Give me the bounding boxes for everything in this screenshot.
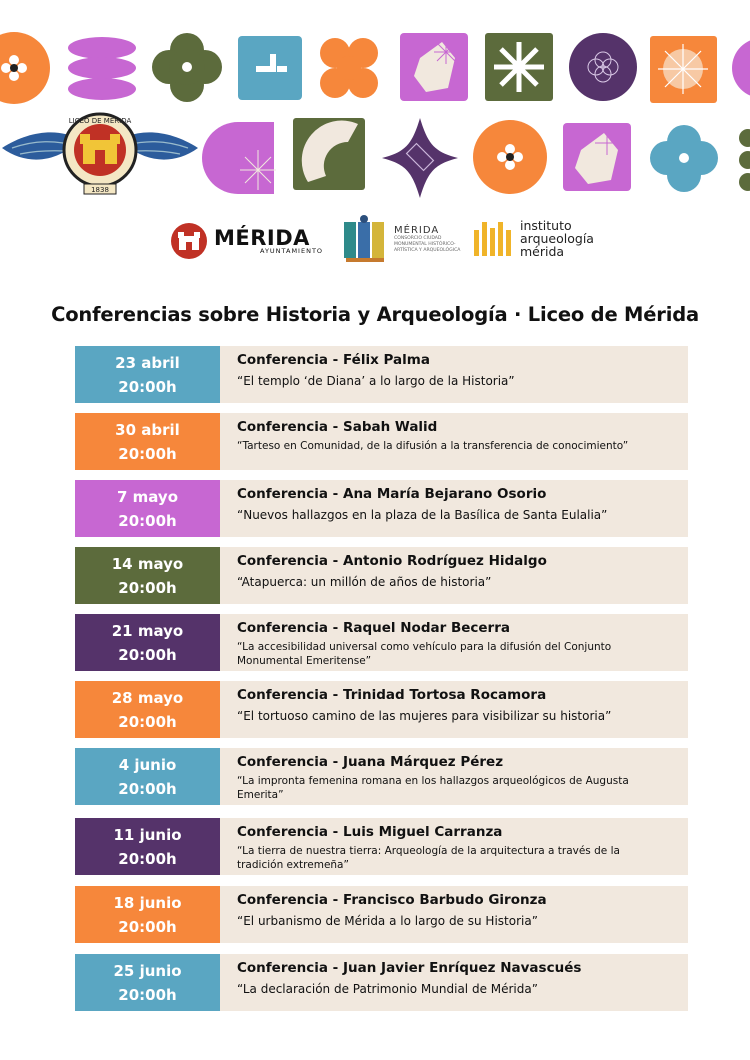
event-time: 20:00h bbox=[118, 377, 177, 396]
event-time: 20:00h bbox=[118, 712, 177, 731]
event-talk-title: “La impronta femenina romana en los hallazgos arqueológicos de Augusta Emerita” bbox=[237, 775, 629, 801]
date-box bbox=[75, 886, 220, 943]
purple-stacked-discs-icon bbox=[68, 37, 136, 100]
event-info bbox=[220, 547, 688, 604]
event-time: 20:00h bbox=[118, 849, 177, 868]
event-speaker: Conferencia - Félix Palma bbox=[237, 352, 430, 368]
violet-circle-pattern-icon bbox=[569, 33, 637, 101]
event-talk-title: “Nuevos hallazgos en la plaza de la Basílica de Santa Eulalia” bbox=[237, 508, 608, 522]
event-time: 20:00h bbox=[118, 511, 177, 530]
event-speaker: Conferencia - Trinidad Tortosa Rocamora bbox=[237, 687, 547, 703]
iam-emblem-icon bbox=[472, 218, 514, 258]
event-talk-title: “La tierra de nuestra tierra: Arqueología de la arquitectura a través de la tradición extremeña” bbox=[237, 845, 620, 871]
event-speaker: Conferencia - Sabah Walid bbox=[237, 419, 438, 435]
event-date: 21 mayo bbox=[111, 621, 184, 640]
green-square-star-icon bbox=[485, 33, 553, 101]
event-speaker: Conferencia - Luis Miguel Carranza bbox=[237, 824, 503, 840]
blue-flower-icon bbox=[650, 125, 718, 192]
conference-row bbox=[75, 346, 688, 403]
event-date: 14 mayo bbox=[111, 554, 184, 573]
event-info bbox=[220, 480, 688, 537]
orange-four-circles-icon bbox=[320, 38, 378, 98]
event-speaker: Conferencia - Raquel Nodar Becerra bbox=[237, 620, 510, 636]
event-info bbox=[220, 886, 688, 943]
event-time: 20:00h bbox=[118, 917, 177, 936]
event-info bbox=[220, 748, 688, 805]
iam-line2: arqueología bbox=[520, 230, 594, 246]
date-box bbox=[75, 614, 220, 671]
date-box bbox=[75, 954, 220, 1011]
event-info bbox=[220, 346, 688, 403]
ayuntamiento-merida-logo bbox=[170, 222, 323, 260]
liceo-year: 1838 bbox=[91, 186, 109, 194]
merida-logo-subtitle: AYUNTAMIENTO bbox=[260, 246, 324, 255]
event-talk-title: “El templo ‘de Diana’ a lo largo de la Historia” bbox=[237, 374, 515, 388]
iam-line3: mérida bbox=[520, 243, 565, 259]
consorcio-emblem-icon bbox=[342, 214, 388, 264]
event-time: 20:00h bbox=[118, 578, 177, 597]
decorative-shapes-header bbox=[0, 0, 750, 200]
instituto-arqueologia-logo bbox=[472, 218, 594, 258]
purple-circle-sun-icon bbox=[202, 122, 276, 194]
purple-hexagon-square-icon bbox=[400, 33, 468, 101]
date-box bbox=[75, 346, 220, 403]
iam-line1: instituto bbox=[520, 217, 572, 233]
event-time: 20:00h bbox=[118, 444, 177, 463]
conference-row bbox=[75, 886, 688, 943]
consorcio-logo bbox=[342, 214, 464, 264]
event-info bbox=[220, 954, 688, 1011]
merida-emblem-icon bbox=[170, 222, 208, 260]
page-title: Conferencias sobre Historia y Arqueología · Liceo de Mérida bbox=[51, 303, 699, 326]
event-info bbox=[220, 681, 688, 738]
event-date: 18 junio bbox=[113, 893, 182, 912]
blue-square-puzzle-icon bbox=[238, 36, 302, 100]
event-talk-title: “El urbanismo de Mérida a lo largo de su Historia” bbox=[237, 914, 538, 928]
orange-flower-circle-icon bbox=[0, 32, 50, 104]
event-date: 30 abril bbox=[115, 420, 180, 439]
violet-diamond-star-icon bbox=[382, 118, 458, 198]
event-info bbox=[220, 818, 688, 875]
conference-row bbox=[75, 681, 688, 738]
event-speaker: Conferencia - Francisco Barbudo Gironza bbox=[237, 892, 547, 908]
conference-row bbox=[75, 480, 688, 537]
event-date: 23 abril bbox=[115, 353, 180, 372]
event-time: 20:00h bbox=[118, 985, 177, 1004]
consorcio-subtitle: CONSORCIO CIUDAD MONUMENTAL HISTÓRICO-ARTÍSTICA Y ARQUEOLÓGICA bbox=[394, 235, 461, 253]
event-date: 7 mayo bbox=[116, 487, 179, 506]
event-speaker: Conferencia - Juana Márquez Pérez bbox=[237, 754, 504, 770]
event-talk-title: “Tarteso en Comunidad, de la difusión a la transferencia de conocimiento” bbox=[237, 440, 629, 452]
event-talk-title: “La accesibilidad universal como vehículo para la difusión del Conjunto Monumental Emeritense” bbox=[237, 641, 612, 667]
event-talk-title: “La declaración de Patrimonio Mundial de Mérida” bbox=[237, 982, 538, 996]
green-square-arc-icon bbox=[293, 118, 365, 190]
date-box bbox=[75, 748, 220, 805]
conference-row bbox=[75, 547, 688, 604]
consorcio-name: MÉRIDA bbox=[394, 224, 440, 236]
date-box bbox=[75, 681, 220, 738]
purple-hexagon-square-2-icon bbox=[563, 123, 631, 191]
date-box bbox=[75, 413, 220, 470]
event-info bbox=[220, 614, 688, 671]
date-box bbox=[75, 480, 220, 537]
orange-flower-circle-2-icon bbox=[473, 120, 547, 194]
event-date: 28 mayo bbox=[111, 688, 184, 707]
event-date: 11 junio bbox=[113, 825, 182, 844]
event-date: 25 junio bbox=[113, 961, 182, 980]
green-partial-shape-icon bbox=[739, 129, 750, 191]
event-time: 20:00h bbox=[118, 779, 177, 798]
conference-row bbox=[75, 954, 688, 1011]
event-info bbox=[220, 413, 688, 470]
liceo-ring-text: LICEO DE MÉRIDA bbox=[68, 117, 132, 125]
event-date: 4 junio bbox=[118, 755, 177, 774]
event-talk-title: “Atapuerca: un millón de años de historia” bbox=[237, 575, 492, 589]
date-box bbox=[75, 547, 220, 604]
green-flower-icon bbox=[152, 33, 222, 102]
event-time: 20:00h bbox=[118, 645, 177, 664]
date-box bbox=[75, 818, 220, 875]
liceo-de-merida-crest-logo bbox=[2, 114, 198, 194]
conference-row bbox=[75, 748, 688, 805]
event-speaker: Conferencia - Ana María Bejarano Osorio bbox=[237, 486, 547, 502]
event-talk-title: “El tortuoso camino de las mujeres para visibilizar su historia” bbox=[237, 709, 612, 723]
orange-sun-square-icon bbox=[650, 36, 717, 103]
conference-row bbox=[75, 818, 688, 875]
conference-row bbox=[75, 614, 688, 671]
conference-row bbox=[75, 413, 688, 470]
purple-partial-shape-icon bbox=[732, 38, 750, 98]
event-speaker: Conferencia - Antonio Rodríguez Hidalgo bbox=[237, 553, 547, 569]
sponsor-logos bbox=[0, 212, 750, 272]
event-speaker: Conferencia - Juan Javier Enríquez Navascués bbox=[237, 960, 582, 976]
merida-logo-word: MÉRIDA bbox=[214, 225, 310, 250]
